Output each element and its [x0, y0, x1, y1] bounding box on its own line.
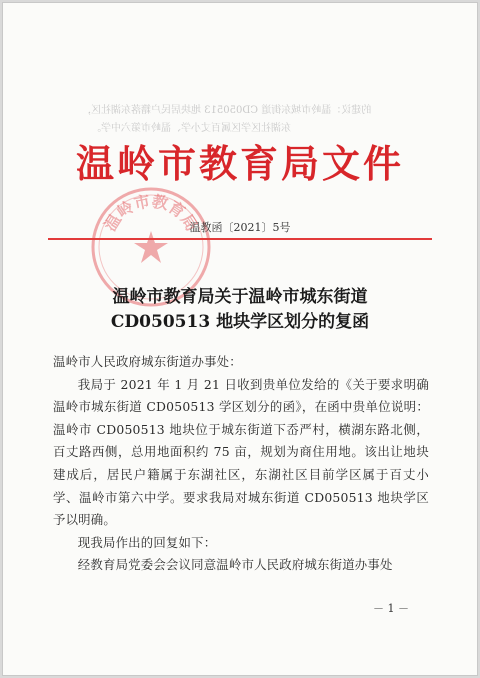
agency-header-title: 温岭市教育局文件 [75, 142, 404, 186]
document-page [2, 2, 478, 676]
seal-text: 温岭市教育局 [100, 191, 202, 235]
bleed-through-text: 的建议：温岭市城东街道 CD050513 地块居民户籍落东湖社区， [81, 105, 372, 116]
document-body [53, 351, 429, 577]
header-divider-line [48, 238, 432, 240]
document-title-line-1: 温岭市教育局关于温岭市城东街道 [112, 287, 368, 307]
body-paragraph: 经教育局党委会会议同意温岭市人民政府城东街道办事处 [77, 557, 393, 573]
body-paragraph: 我局于 2021 年 1 月 21 日收到贵单位发给的《关于要求明确温岭市城东街道 CD050513 学区划分的函》，在函中贵单位说明：温岭市 CD050513 地块位于城东街道下岙严村，横湖东路北侧，百丈路西侧，总用地面积约 75 亩，规划为商住用地。该出让地块建成后，居民户籍属于东湖社区，东湖社区目前学区属于百丈小学、温岭市第六中学。要求我局对城东街道 CD050513 地块学区予以明确。 [53, 376, 429, 528]
document-title-line-2: CD050513 地块学区划分的复函 [110, 312, 370, 332]
body-paragraph: 现我局作出的回复如下： [77, 534, 217, 550]
addressee: 温岭市人民政府城东街道办事处： [53, 354, 242, 369]
bleed-through-text: 东湖社区学区属百丈小学、温岭市第六中学。 [91, 123, 291, 134]
document-number: 温教函〔2021〕5号 [189, 221, 291, 234]
page-number: － 1 － [373, 602, 409, 615]
document-title [3, 285, 477, 335]
seal-star-icon [134, 231, 168, 263]
